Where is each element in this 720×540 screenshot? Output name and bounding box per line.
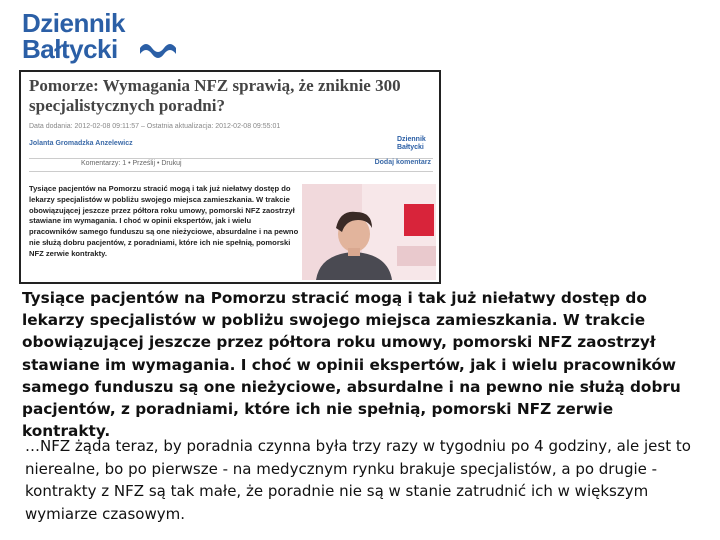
clipping-dates: Data dodania: 2012-02-08 09:11:57 – Ostatnia aktualizacja: 2012-02-08 09:55:01 <box>29 123 281 130</box>
toolbar-options[interactable]: Komentarzy: 1 • Prześlij • Drukuj <box>81 160 182 167</box>
add-comment-button[interactable]: Dodaj komentarz <box>374 159 431 166</box>
clipping-headline: Pomorze: Wymagania NFZ sprawią, że zniknie 300 specjalistycznych poradni? <box>29 76 401 115</box>
logo-line-2: Bałtycki <box>22 34 118 64</box>
body-paragraph-quote: …NFZ żąda teraz, by poradnia czynna była trzy razy w tygodniu po 4 godziny, ale jest to nierealne, bo po pierwsze - na medycznym rynku brakuje specjalistów, a po drugie - kontrakty z NFZ są tak małe, że poradnie nie są w stanie zatrudnić ich w większym wymiarze czasowym. <box>25 437 691 523</box>
logo-line-1: Dziennik <box>22 8 125 38</box>
body-paragraph-lead: Tysiące pacjentów na Pomorzu stracić mogą i tak już niełatwy dostęp do lekarzy specjalistów w pobliżu swojego miejsca zamieszkania. W trakcie obowiązującej jeszcze przez półtora roku umowy, pomorski NFZ zaostrzył stawiane im wymagania. I choć w opinii ekspertów, jak i wielu pracowników samego funduszu są one nieżyciowe, absurdalne i na pewno nie służą dobru pacjentów, z poradniami, które ich nie spełnią, pomorski NFZ zerwie kontrakty. <box>22 289 681 441</box>
person-photo-image <box>302 184 436 280</box>
clipping-toolbar <box>29 158 433 172</box>
mini-logo-line-1: Dziennik <box>397 136 426 143</box>
newspaper-logo[interactable] <box>22 10 178 66</box>
logo-wave-icon <box>140 40 178 62</box>
clipping-author: Jolanta Gromadzka Anzelewicz <box>29 140 133 147</box>
clipping-lead: Tysiące pacjentów na Pomorzu stracić mogą i tak już niełatwy dostęp do lekarzy specjalistów w pobliżu swojego miejsca zamieszkania. W trakcie obowiązującej jeszcze przez półtora roku umowy, pomorski NFZ zaostrzył stawiane im wymagania. I choć w opinii ekspertów, jak i wielu pracowników samego funduszu są one nieżyciowe, absurdalne i na pewno nie służą dobru pacjentów, z poradniami, które ich nie spełnią, pomorski NFZ zerwie kontrakty. <box>29 184 299 258</box>
article-clipping <box>19 70 441 284</box>
clipping-mini-logo <box>397 136 426 152</box>
article-photo <box>302 184 436 280</box>
mini-logo-line-2: Bałtycki <box>397 144 424 151</box>
